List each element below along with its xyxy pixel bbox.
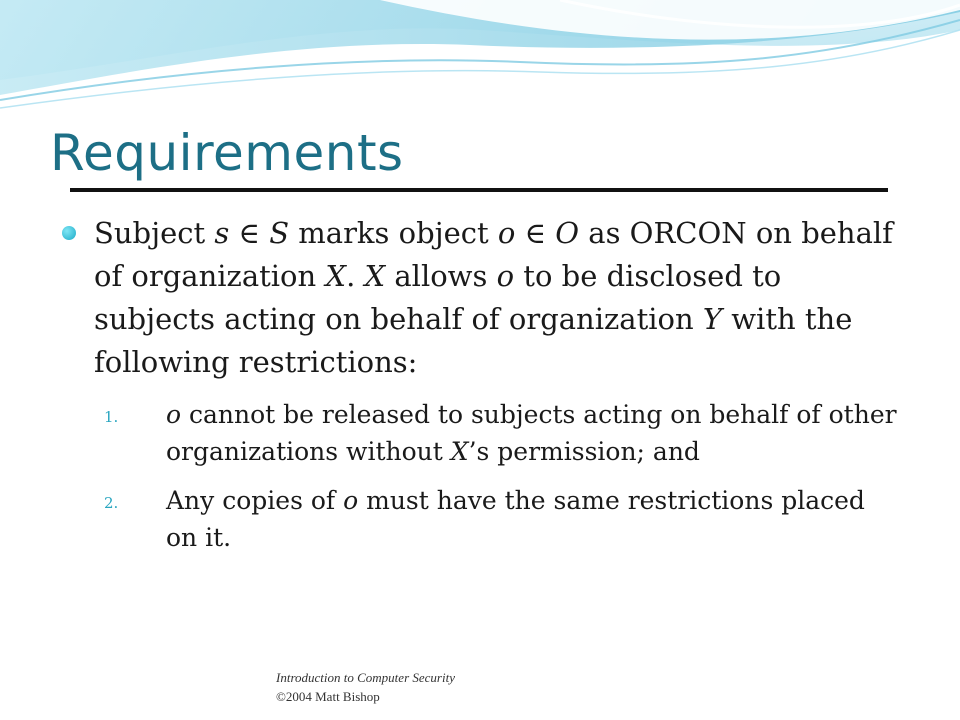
variable: S [269,216,290,250]
list-number: 2. [104,494,119,512]
list-number: 1. [104,408,119,426]
text-segment: must have the same restrictions placed on it. [166,486,865,552]
element-of-symbol: ∈ [515,216,556,250]
footer-course-title: Introduction to Computer Security [276,670,455,685]
variable: X [325,259,347,293]
text-segment: . [346,259,365,293]
text-segment: Subject [94,216,215,250]
main-bullet [60,212,900,384]
list-item [104,482,900,556]
text-segment: as ORCON on behalf of organization [94,216,893,293]
footer-copyright: ©2004 Matt Bishop [276,689,380,704]
text-segment: with the following restrictions: [94,302,853,379]
list-item [104,396,900,470]
text-segment: to be disclosed to subjects acting on behalf of organization [94,259,782,336]
variable: s [214,216,230,250]
content-area [60,212,900,568]
text-segment: cannot be released to subjects acting on behalf of other organizations without [166,400,897,466]
numbered-list [60,396,900,556]
variable: X [364,259,386,293]
variable: o [496,259,515,293]
variable: o [343,486,359,515]
footer [276,668,455,706]
variable: O [555,216,580,250]
variable: o [166,400,182,429]
variable: o [497,216,516,250]
text-segment: ’s permission; and [468,437,700,466]
bullet-text [94,216,893,379]
title-underline [70,188,888,192]
slide-title: Requirements [50,124,404,182]
text-segment: Any copies of [166,486,344,515]
text-segment: marks object [289,216,498,250]
element-of-symbol: ∈ [229,216,270,250]
bullet-marker-icon [62,226,76,240]
text-segment: allows [385,259,497,293]
variable: Y [702,302,723,336]
decorative-wave-header [0,0,960,120]
variable: X [450,437,469,466]
